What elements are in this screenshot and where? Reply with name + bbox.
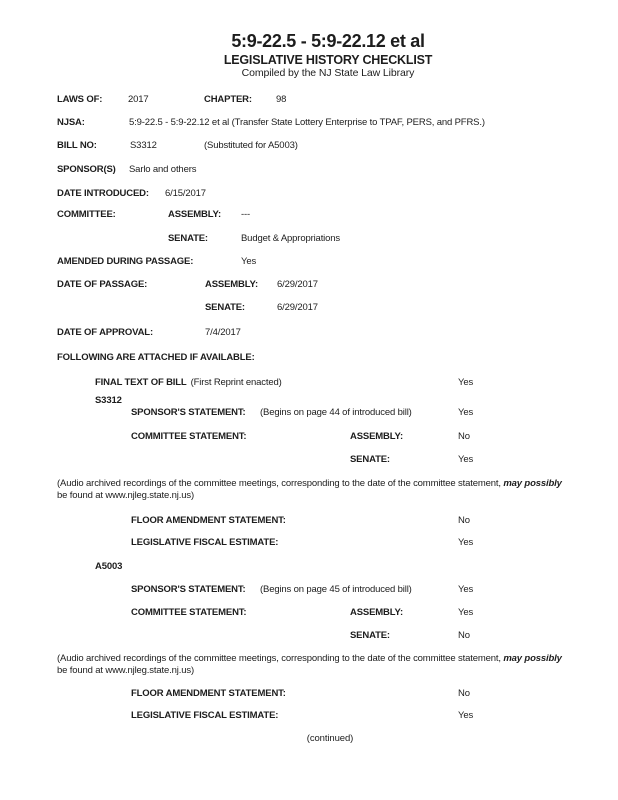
final-text-row <box>95 377 282 389</box>
s3312-sponsors-statement-value: Yes <box>458 407 474 418</box>
passage-assembly-value: 6/29/2017 <box>277 279 318 290</box>
audio-note-emphasis: may possibly <box>503 653 562 664</box>
passage-label: DATE OF PASSAGE: <box>57 279 148 290</box>
sponsors-label: SPONSOR(S) <box>57 164 116 175</box>
s3312-floor-amendment-value: No <box>458 515 470 526</box>
bill-heading-s3312: S3312 <box>95 395 122 406</box>
s3312-floor-amendment-label: FLOOR AMENDMENT STATEMENT: <box>131 515 286 526</box>
a5003-committee-statement-label: COMMITTEE STATEMENT: <box>131 607 247 618</box>
s3312-fiscal-estimate-label: LEGISLATIVE FISCAL ESTIMATE: <box>131 537 279 548</box>
continued-note: (continued) <box>306 733 354 744</box>
bill-no-value: S3312 <box>130 140 157 151</box>
date-introduced-label: DATE INTRODUCED: <box>57 188 149 199</box>
a5003-assembly-label: ASSEMBLY: <box>350 607 404 618</box>
s3312-fiscal-estimate-value: Yes <box>458 537 474 548</box>
s3312-committee-statement-label: COMMITTEE STATEMENT: <box>131 431 247 442</box>
committee-assembly-label: ASSEMBLY: <box>168 209 222 220</box>
compiled-by-line: Compiled by the NJ State Law Library <box>241 67 415 79</box>
laws-of-label: LAWS OF: <box>57 94 103 105</box>
chapter-label: CHAPTER: <box>204 94 252 105</box>
audio-note-text: (Audio archived recordings of the committee meetings, corresponding to the date of the committee statement, <box>57 653 504 664</box>
amended-label: AMENDED DURING PASSAGE: <box>57 256 194 267</box>
s3312-assembly-value: No <box>458 431 470 442</box>
audio-note-line2: be found at www.njleg.state.nj.us) <box>57 490 194 501</box>
committee-senate-value: Budget & Appropriations <box>241 233 341 244</box>
passage-senate-label: SENATE: <box>205 302 245 313</box>
a5003-senate-value: No <box>458 630 470 641</box>
approval-label: DATE OF APPROVAL: <box>57 327 153 338</box>
s3312-sponsors-statement-note: (Begins on page 44 of introduced bill) <box>260 407 412 418</box>
s3312-senate-value: Yes <box>458 454 474 465</box>
page-subtitle: LEGISLATIVE HISTORY CHECKLIST <box>223 53 433 67</box>
njsa-label: NJSA: <box>57 117 85 128</box>
njsa-value: 5:9-22.5 - 5:9-22.12 et al (Transfer State Lottery Enterprise to TPAF, PERS, and PFRS.) <box>129 117 485 128</box>
audio-note-text: (Audio archived recordings of the committee meetings, corresponding to the date of the committee statement, <box>57 478 504 489</box>
page-title: 5:9-22.5 - 5:9-22.12 et al <box>231 31 425 51</box>
a5003-floor-amendment-value: No <box>458 688 470 699</box>
committee-senate-label: SENATE: <box>168 233 208 244</box>
a5003-sponsors-statement-label: SPONSOR'S STATEMENT: <box>131 584 246 595</box>
attachments-heading: FOLLOWING ARE ATTACHED IF AVAILABLE: <box>57 352 255 363</box>
audio-note-line2: be found at www.njleg.state.nj.us) <box>57 665 194 676</box>
s3312-sponsors-statement-label: SPONSOR'S STATEMENT: <box>131 407 246 418</box>
passage-assembly-label: ASSEMBLY: <box>205 279 259 290</box>
a5003-sponsors-statement-note: (Begins on page 45 of introduced bill) <box>260 584 412 595</box>
bill-no-note: (Substituted for A5003) <box>204 140 298 151</box>
passage-senate-value: 6/29/2017 <box>277 302 318 313</box>
bill-heading-a5003: A5003 <box>95 561 123 572</box>
audio-note-line1 <box>57 653 562 665</box>
final-text-note: (First Reprint enacted) <box>190 377 282 388</box>
bill-no-label: BILL NO: <box>57 140 97 151</box>
final-text-label: FINAL TEXT OF BILL <box>95 377 187 388</box>
a5003-sponsors-statement-value: Yes <box>458 584 474 595</box>
audio-note-line1 <box>57 478 562 490</box>
committee-label: COMMITTEE: <box>57 209 116 220</box>
chapter-value: 98 <box>276 94 287 105</box>
date-introduced-value: 6/15/2017 <box>165 188 206 199</box>
audio-note-a5003 <box>57 653 562 677</box>
audio-note-emphasis: may possibly <box>503 478 562 489</box>
s3312-assembly-label: ASSEMBLY: <box>350 431 404 442</box>
s3312-senate-label: SENATE: <box>350 454 390 465</box>
a5003-assembly-value: Yes <box>458 607 474 618</box>
sponsors-value: Sarlo and others <box>129 164 197 175</box>
amended-value: Yes <box>241 256 257 267</box>
final-text-value: Yes <box>458 377 474 388</box>
a5003-senate-label: SENATE: <box>350 630 390 641</box>
a5003-floor-amendment-label: FLOOR AMENDMENT STATEMENT: <box>131 688 286 699</box>
committee-assembly-value: --- <box>241 209 251 220</box>
laws-of-value: 2017 <box>128 94 149 105</box>
approval-value: 7/4/2017 <box>205 327 241 338</box>
a5003-fiscal-estimate-value: Yes <box>458 710 474 721</box>
audio-note-s3312 <box>57 478 562 502</box>
a5003-fiscal-estimate-label: LEGISLATIVE FISCAL ESTIMATE: <box>131 710 279 721</box>
